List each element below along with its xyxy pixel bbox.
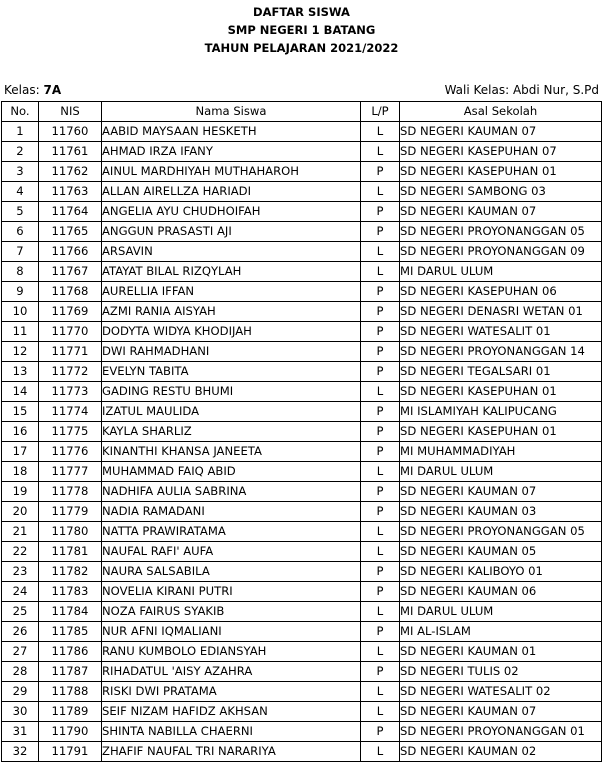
table-header-row — [2, 102, 602, 122]
cell-student-name: EVELYN TABITA — [102, 362, 361, 382]
cell-student-name: ATAYAT BILAL RIZQYLAH — [102, 262, 361, 282]
cell-gender: P — [361, 402, 400, 422]
cell-student-name: SEIF NIZAM HAFIDZ AKHSAN — [102, 702, 361, 722]
cell-nis: 11783 — [39, 582, 102, 602]
cell-no: 6 — [2, 222, 39, 242]
cell-previous-school: SD NEGERI KAUMAN 05 — [400, 542, 602, 562]
cell-no: 25 — [2, 602, 39, 622]
cell-nis: 11766 — [39, 242, 102, 262]
homeroom-teacher-label: Wali Kelas: — [444, 83, 510, 97]
cell-no: 7 — [2, 242, 39, 262]
cell-gender: P — [361, 322, 400, 342]
cell-nis: 11769 — [39, 302, 102, 322]
table-row — [2, 362, 602, 382]
cell-nis: 11760 — [39, 122, 102, 142]
cell-gender: P — [361, 662, 400, 682]
cell-previous-school: SD NEGERI DENASRI WETAN 01 — [400, 302, 602, 322]
cell-previous-school: SD NEGERI KASEPUHAN 06 — [400, 282, 602, 302]
cell-student-name: ARSAVIN — [102, 242, 361, 262]
cell-no: 20 — [2, 502, 39, 522]
cell-no: 18 — [2, 462, 39, 482]
cell-student-name: DWI RAHMADHANI — [102, 342, 361, 362]
table-row — [2, 442, 602, 462]
cell-gender: P — [361, 202, 400, 222]
table-row — [2, 302, 602, 322]
table-row — [2, 122, 602, 142]
student-table — [1, 101, 602, 762]
cell-nis: 11761 — [39, 142, 102, 162]
cell-no: 27 — [2, 642, 39, 662]
cell-student-name: NAUFAL RAFI' AUFA — [102, 542, 361, 562]
cell-student-name: ANGGUN PRASASTI AJI — [102, 222, 361, 242]
cell-no: 16 — [2, 422, 39, 442]
cell-previous-school: SD NEGERI PROYONANGGAN 01 — [400, 722, 602, 742]
class-value: 7A — [43, 83, 62, 97]
class-label: Kelas: — [4, 83, 40, 97]
cell-no: 17 — [2, 442, 39, 462]
cell-student-name: NUR AFNI IQMALIANI — [102, 622, 361, 642]
table-body — [2, 122, 602, 762]
cell-nis: 11777 — [39, 462, 102, 482]
cell-nis: 11787 — [39, 662, 102, 682]
table-row — [2, 322, 602, 342]
cell-gender: P — [361, 722, 400, 742]
academic-year: TAHUN PELAJARAN 2021/2022 — [204, 41, 399, 55]
cell-nis: 11765 — [39, 222, 102, 242]
cell-no: 24 — [2, 582, 39, 602]
cell-previous-school: SD NEGERI PROYONANGGAN 09 — [400, 242, 602, 262]
cell-nis: 11762 — [39, 162, 102, 182]
cell-student-name: KAYLA SHARLIZ — [102, 422, 361, 442]
cell-gender: L — [361, 602, 400, 622]
table-row — [2, 422, 602, 442]
column-header-previous-school: Asal Sekolah — [400, 102, 602, 122]
cell-previous-school: SD NEGERI PROYONANGGAN 14 — [400, 342, 602, 362]
cell-previous-school: SD NEGERI KASEPUHAN 01 — [400, 422, 602, 442]
cell-gender: L — [361, 182, 400, 202]
cell-no: 23 — [2, 562, 39, 582]
cell-gender: P — [361, 482, 400, 502]
cell-no: 3 — [2, 162, 39, 182]
cell-gender: L — [361, 642, 400, 662]
cell-student-name: NADHIFA AULIA SABRINA — [102, 482, 361, 502]
cell-student-name: ZHAFIF NAUFAL TRI NARARIYA — [102, 742, 361, 762]
cell-student-name: AHMAD IRZA IFANY — [102, 142, 361, 162]
table-row — [2, 742, 602, 762]
table-row — [2, 502, 602, 522]
cell-nis: 11774 — [39, 402, 102, 422]
table-row — [2, 522, 602, 542]
cell-student-name: NOZA FAIRUS SYAKIB — [102, 602, 361, 622]
cell-nis: 11782 — [39, 562, 102, 582]
table-row — [2, 642, 602, 662]
cell-student-name: NOVELIA KIRANI PUTRI — [102, 582, 361, 602]
column-header-student-name: Nama Siswa — [102, 102, 361, 122]
cell-no: 19 — [2, 482, 39, 502]
cell-previous-school: SD NEGERI TEGALSARI 01 — [400, 362, 602, 382]
cell-student-name: AURELLIA IFFAN — [102, 282, 361, 302]
cell-student-name: RANU KUMBOLO EDIANSYAH — [102, 642, 361, 662]
cell-previous-school: SD NEGERI KAUMAN 02 — [400, 742, 602, 762]
column-header-nis: NIS — [39, 102, 102, 122]
cell-previous-school: SD NEGERI PROYONANGGAN 05 — [400, 522, 602, 542]
cell-previous-school: SD NEGERI KAUMAN 01 — [400, 642, 602, 662]
table-row — [2, 622, 602, 642]
table-row — [2, 402, 602, 422]
cell-previous-school: SD NEGERI WATESALIT 02 — [400, 682, 602, 702]
cell-gender: L — [361, 682, 400, 702]
cell-no: 10 — [2, 302, 39, 322]
cell-gender: L — [361, 142, 400, 162]
cell-student-name: AZMI RANIA AISYAH — [102, 302, 361, 322]
cell-no: 4 — [2, 182, 39, 202]
table-row — [2, 602, 602, 622]
cell-student-name: ALLAN AIRELLZA HARIADI — [102, 182, 361, 202]
cell-student-name: ANGELIA AYU CHUDHOIFAH — [102, 202, 361, 222]
cell-previous-school: SD NEGERI KAUMAN 07 — [400, 482, 602, 502]
table-row — [2, 282, 602, 302]
cell-nis: 11779 — [39, 502, 102, 522]
cell-gender: P — [361, 622, 400, 642]
cell-nis: 11778 — [39, 482, 102, 502]
table-row — [2, 722, 602, 742]
cell-previous-school: SD NEGERI KAUMAN 07 — [400, 702, 602, 722]
cell-previous-school: SD NEGERI KAUMAN 07 — [400, 202, 602, 222]
cell-previous-school: SD NEGERI KAUMAN 06 — [400, 582, 602, 602]
cell-gender: L — [361, 522, 400, 542]
cell-gender: L — [361, 242, 400, 262]
cell-gender: L — [361, 122, 400, 142]
cell-previous-school: MI DARUL ULUM — [400, 602, 602, 622]
cell-previous-school: MI ISLAMIYAH KALIPUCANG — [400, 402, 602, 422]
table-row — [2, 162, 602, 182]
cell-student-name: AINUL MARDHIYAH MUTHAHAROH — [102, 162, 361, 182]
cell-previous-school: SD NEGERI KAUMAN 07 — [400, 122, 602, 142]
cell-no: 12 — [2, 342, 39, 362]
table-row — [2, 682, 602, 702]
cell-previous-school: MI DARUL ULUM — [400, 462, 602, 482]
table-row — [2, 582, 602, 602]
class-info-row — [0, 80, 603, 100]
cell-gender: L — [361, 462, 400, 482]
cell-student-name: DODYTA WIDYA KHODIJAH — [102, 322, 361, 342]
table-row — [2, 202, 602, 222]
cell-nis: 11790 — [39, 722, 102, 742]
cell-gender: P — [361, 222, 400, 242]
school-name: SMP NEGERI 1 BATANG — [227, 23, 376, 37]
cell-no: 15 — [2, 402, 39, 422]
cell-nis: 11767 — [39, 262, 102, 282]
cell-nis: 11785 — [39, 622, 102, 642]
cell-no: 31 — [2, 722, 39, 742]
table-row — [2, 562, 602, 582]
cell-gender: L — [361, 382, 400, 402]
class-info — [4, 80, 61, 100]
cell-nis: 11780 — [39, 522, 102, 542]
cell-no: 1 — [2, 122, 39, 142]
cell-no: 9 — [2, 282, 39, 302]
cell-gender: L — [361, 702, 400, 722]
cell-no: 28 — [2, 662, 39, 682]
cell-nis: 11768 — [39, 282, 102, 302]
cell-nis: 11764 — [39, 202, 102, 222]
cell-student-name: AABID MAYSAAN HESKETH — [102, 122, 361, 142]
cell-gender: P — [361, 162, 400, 182]
cell-nis: 11786 — [39, 642, 102, 662]
cell-nis: 11771 — [39, 342, 102, 362]
table-row — [2, 182, 602, 202]
cell-previous-school: SD NEGERI PROYONANGGAN 05 — [400, 222, 602, 242]
cell-student-name: NADIA RAMADANI — [102, 502, 361, 522]
cell-previous-school: MI DARUL ULUM — [400, 262, 602, 282]
table-row — [2, 482, 602, 502]
cell-no: 29 — [2, 682, 39, 702]
cell-no: 5 — [2, 202, 39, 222]
cell-gender: P — [361, 302, 400, 322]
cell-gender: P — [361, 502, 400, 522]
column-header-gender: L/P — [361, 102, 400, 122]
cell-no: 8 — [2, 262, 39, 282]
cell-nis: 11788 — [39, 682, 102, 702]
cell-previous-school: SD NEGERI KASEPUHAN 01 — [400, 162, 602, 182]
homeroom-teacher-name: Abdi Nur, S.Pd — [512, 83, 599, 97]
cell-no: 11 — [2, 322, 39, 342]
cell-previous-school: SD NEGERI WATESALIT 01 — [400, 322, 602, 342]
cell-student-name: NATTA PRAWIRATAMA — [102, 522, 361, 542]
cell-gender: P — [361, 562, 400, 582]
document-title: DAFTAR SISWA — [253, 5, 350, 19]
table-row — [2, 242, 602, 262]
cell-previous-school: SD NEGERI SAMBONG 03 — [400, 182, 602, 202]
table-row — [2, 662, 602, 682]
cell-nis: 11789 — [39, 702, 102, 722]
cell-gender: P — [361, 342, 400, 362]
table-row — [2, 382, 602, 402]
cell-gender: P — [361, 422, 400, 442]
cell-nis: 11784 — [39, 602, 102, 622]
cell-nis: 11770 — [39, 322, 102, 342]
cell-no: 21 — [2, 522, 39, 542]
table-row — [2, 342, 602, 362]
cell-no: 30 — [2, 702, 39, 722]
cell-previous-school: SD NEGERI KASEPUHAN 07 — [400, 142, 602, 162]
cell-student-name: GADING RESTU BHUMI — [102, 382, 361, 402]
cell-nis: 11775 — [39, 422, 102, 442]
cell-gender: P — [361, 582, 400, 602]
cell-nis: 11781 — [39, 542, 102, 562]
homeroom-teacher-info — [445, 80, 599, 100]
cell-gender: L — [361, 742, 400, 762]
cell-nis: 11791 — [39, 742, 102, 762]
cell-gender: P — [361, 362, 400, 382]
cell-student-name: RISKI DWI PRATAMA — [102, 682, 361, 702]
cell-nis: 11776 — [39, 442, 102, 462]
table-row — [2, 142, 602, 162]
cell-previous-school: SD NEGERI KASEPUHAN 01 — [400, 382, 602, 402]
cell-gender: P — [361, 282, 400, 302]
cell-nis: 11763 — [39, 182, 102, 202]
cell-student-name: RIHADATUL 'AISY AZAHRA — [102, 662, 361, 682]
cell-student-name: KINANTHI KHANSA JANEETA — [102, 442, 361, 462]
cell-no: 13 — [2, 362, 39, 382]
cell-gender: L — [361, 262, 400, 282]
table-row — [2, 262, 602, 282]
cell-previous-school: SD NEGERI TULIS 02 — [400, 662, 602, 682]
cell-no: 32 — [2, 742, 39, 762]
cell-gender: L — [361, 542, 400, 562]
cell-student-name: MUHAMMAD FAIQ ABID — [102, 462, 361, 482]
cell-nis: 11772 — [39, 362, 102, 382]
cell-no: 2 — [2, 142, 39, 162]
cell-previous-school: SD NEGERI KAUMAN 03 — [400, 502, 602, 522]
cell-previous-school: MI AL-ISLAM — [400, 622, 602, 642]
table-row — [2, 222, 602, 242]
cell-previous-school: SD NEGERI KALIBOYO 01 — [400, 562, 602, 582]
table-row — [2, 462, 602, 482]
cell-no: 22 — [2, 542, 39, 562]
table-row — [2, 702, 602, 722]
cell-previous-school: MI MUHAMMADIYAH — [400, 442, 602, 462]
cell-gender: P — [361, 442, 400, 462]
cell-nis: 11773 — [39, 382, 102, 402]
cell-student-name: SHINTA NABILLA CHAERNI — [102, 722, 361, 742]
cell-no: 26 — [2, 622, 39, 642]
cell-no: 14 — [2, 382, 39, 402]
cell-student-name: IZATUL MAULIDA — [102, 402, 361, 422]
column-header-no: No. — [2, 102, 39, 122]
cell-student-name: NAURA SALSABILA — [102, 562, 361, 582]
table-row — [2, 542, 602, 562]
